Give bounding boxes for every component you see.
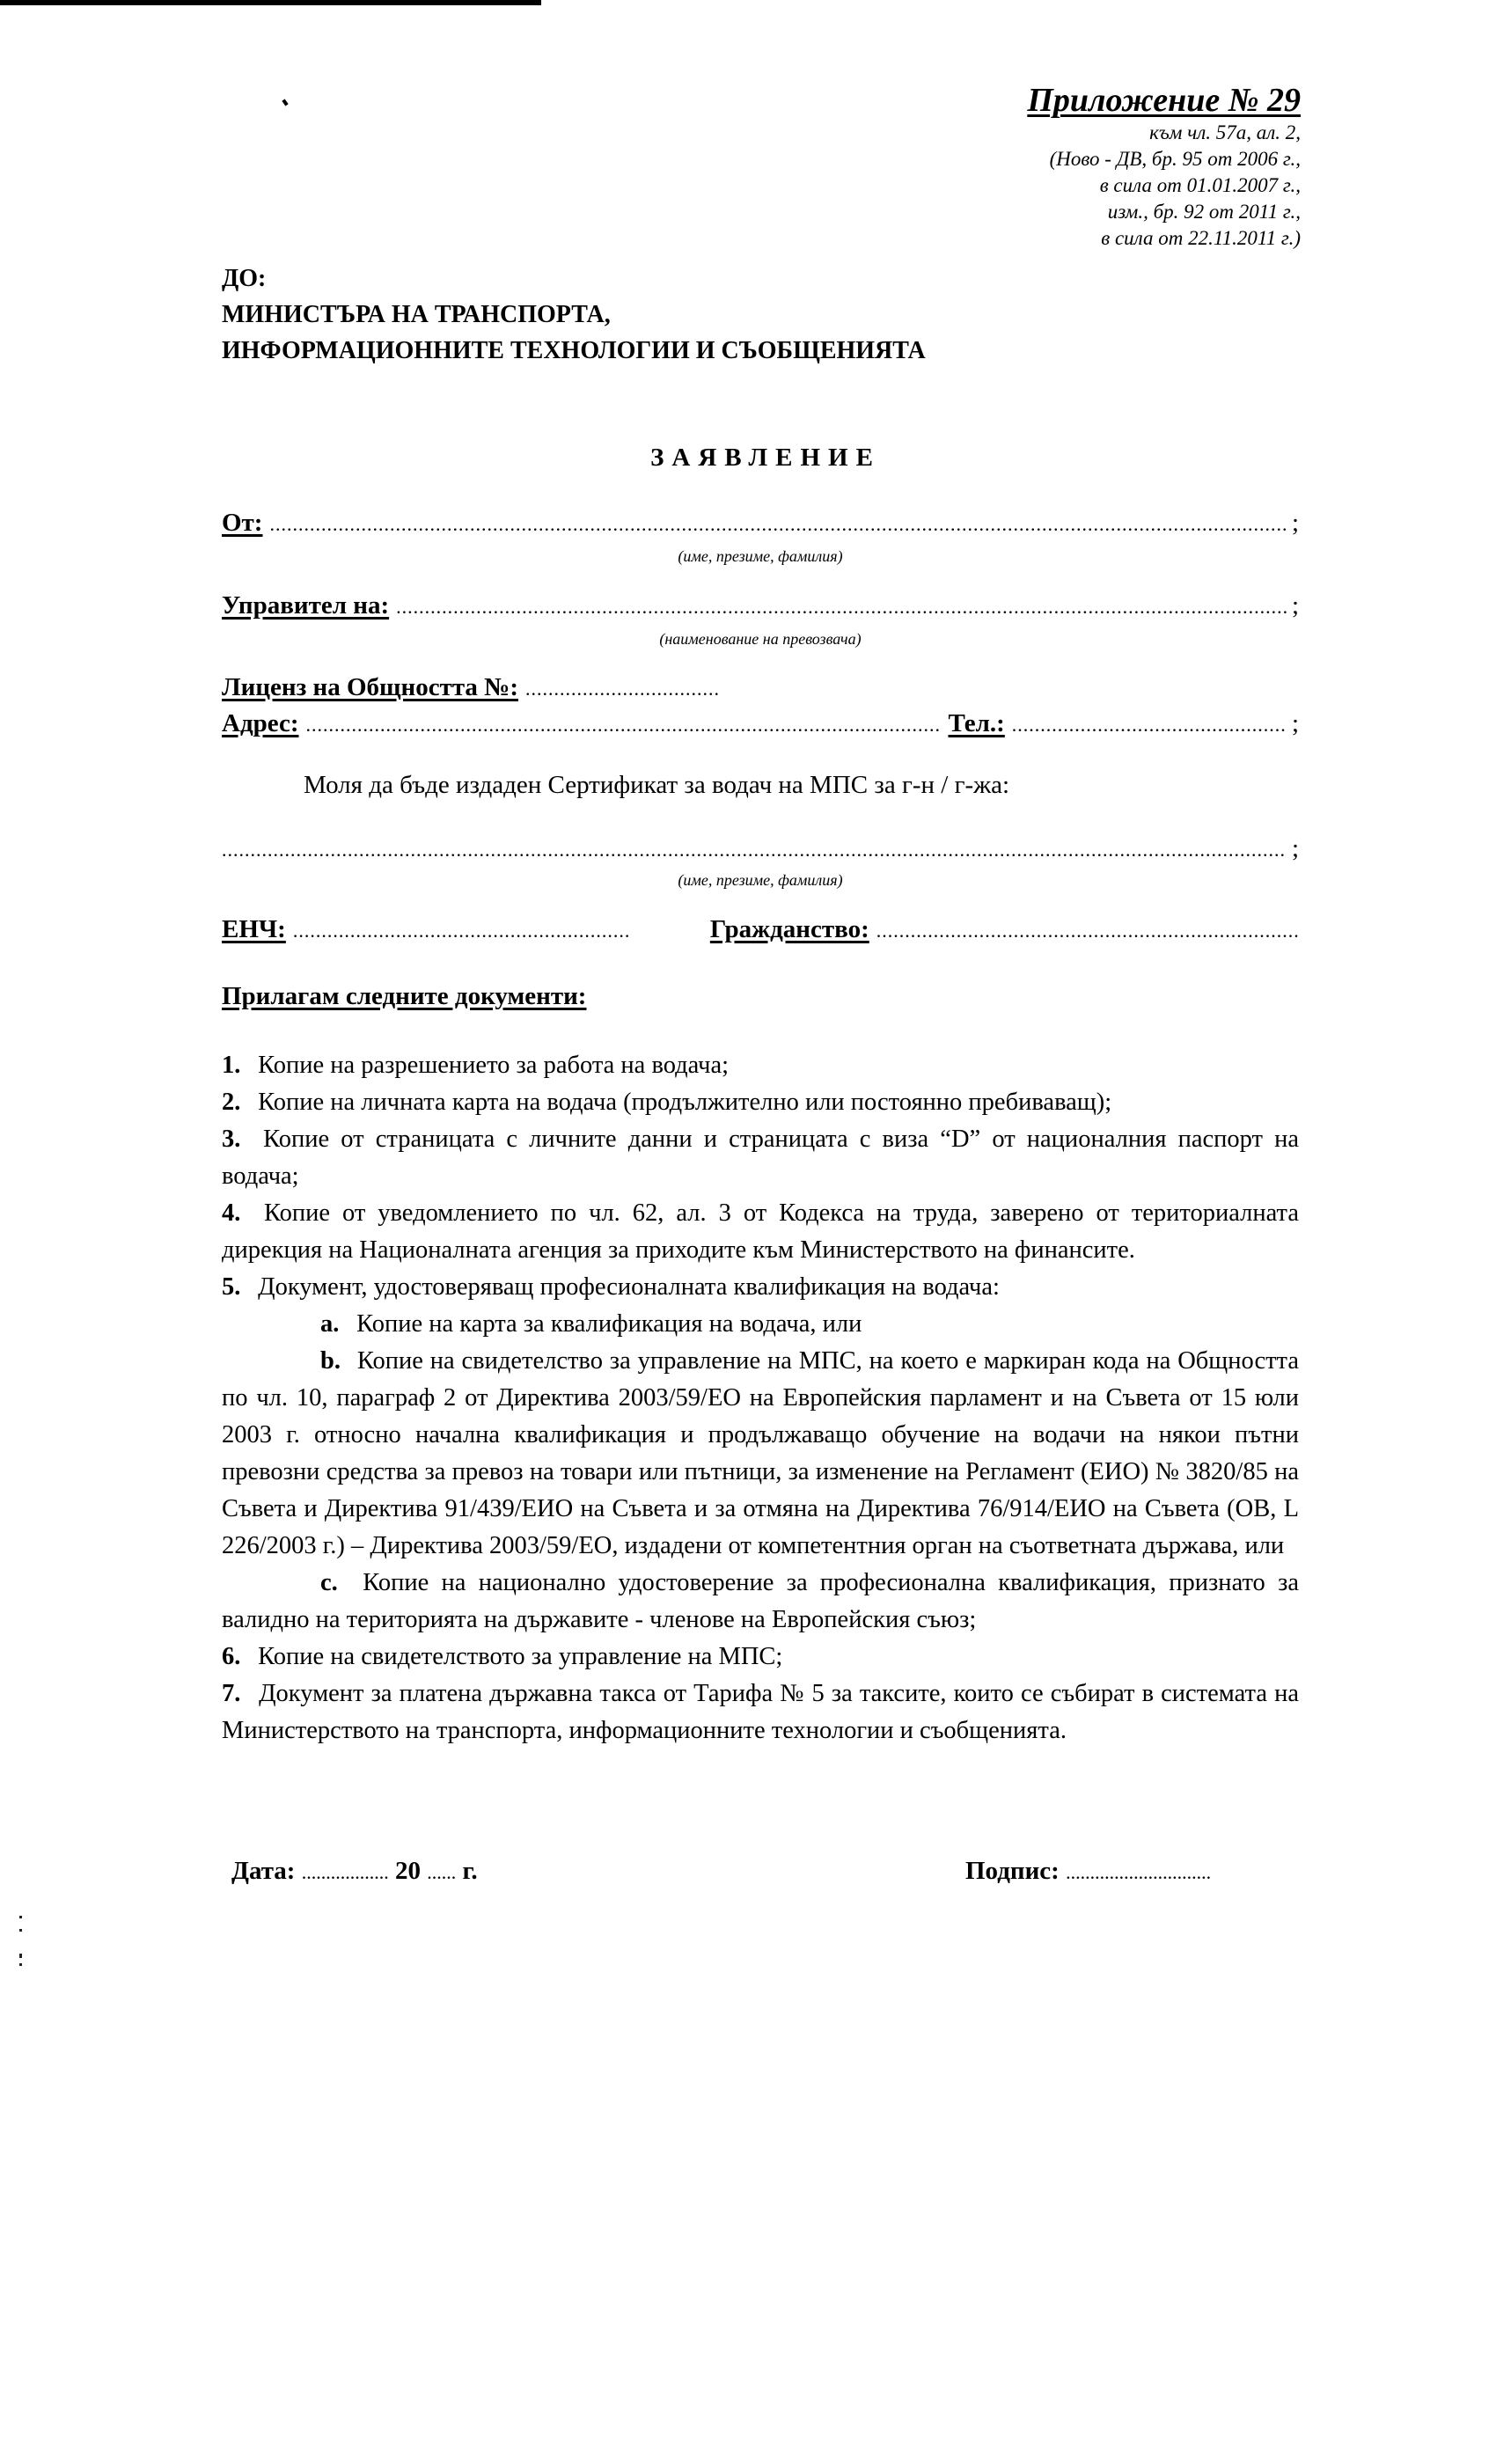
signature-label: Подпис: bbox=[965, 1857, 1060, 1885]
semicolon: ; bbox=[1291, 834, 1299, 862]
documents-heading-row bbox=[222, 982, 1299, 1014]
phone-label: Тел.: bbox=[948, 709, 1005, 737]
appendix-line: в сила от 22.11.2011 г.) bbox=[1101, 227, 1301, 249]
addressee-to-label: ДО: bbox=[222, 265, 267, 292]
signature-fill[interactable]: .............................. bbox=[1066, 1861, 1212, 1883]
manager-field[interactable] bbox=[222, 591, 1299, 623]
citizenship-fill-line[interactable] bbox=[876, 920, 1299, 942]
semicolon: ; bbox=[1291, 591, 1299, 620]
date-suffix: г. bbox=[462, 1857, 478, 1885]
list-item: 2. Копие на личната карта на водача (продължително или постоянно пребиваващ); bbox=[222, 1089, 1112, 1116]
scan-speck bbox=[19, 1963, 22, 1966]
manager-hint: (наименование на превозвача) bbox=[659, 630, 862, 648]
manager-label: Управител на: bbox=[222, 591, 390, 620]
enc-citizenship-row bbox=[222, 915, 1299, 947]
addressee-block bbox=[222, 260, 926, 369]
date-label: Дата: bbox=[231, 1857, 296, 1885]
driver-name-field[interactable] bbox=[222, 834, 1299, 866]
from-label: От: bbox=[222, 509, 263, 537]
semicolon: ; bbox=[1291, 509, 1299, 537]
list-item: 7. Документ за платена държавна такса от Тарифа № 5 за таксите, които се събират в системата на Министерството на транспорта, информационните технологии и съобщенията. bbox=[222, 1680, 1300, 1744]
address-label: Адрес: bbox=[222, 709, 299, 737]
date-day-fill[interactable]: .................. bbox=[301, 1861, 389, 1883]
list-subitem: c. Копие на национално удостоверение за професионална квалификация, признато за валидно на територията на държавите - членове на Европейския съюз; bbox=[222, 1569, 1299, 1633]
date-year-prefix: 20 bbox=[394, 1857, 421, 1885]
appendix-header bbox=[1027, 81, 1301, 252]
driver-name-hint: (име, презиме, фамилия) bbox=[678, 871, 843, 889]
from-hint: (име, презиме, фамилия) bbox=[678, 547, 843, 565]
documents-list bbox=[222, 1047, 1299, 1749]
addressee-line: ИНФОРМАЦИОННИТЕ ТЕХНОЛОГИИ И СЪОБЩЕНИЯТА bbox=[222, 337, 926, 364]
from-field[interactable] bbox=[222, 509, 1299, 540]
scan-speck bbox=[19, 1929, 22, 1932]
list-subitem: a. Копие на карта за квалификация на водача, или bbox=[320, 1310, 862, 1338]
license-field[interactable] bbox=[222, 673, 721, 705]
driver-name-fill-line[interactable] bbox=[222, 839, 1287, 862]
request-text: Моля да бъде издаден Сертификат за водач на МПС за г-н / г-жа: bbox=[304, 771, 1010, 799]
semicolon: ; bbox=[1291, 709, 1299, 737]
enc-fill-line[interactable] bbox=[293, 920, 629, 942]
list-item: 4. Копие от уведомлението по чл. 62, ал. 3 от Кодекса на труда, заверено от териториалната дирекция на Националната агенция за приходите към Министерството на финансите. bbox=[222, 1199, 1300, 1264]
address-fill-line[interactable] bbox=[306, 714, 940, 737]
citizenship-label: Гражданство: bbox=[709, 915, 869, 943]
list-item: 3. Копие от страницата с личните данни и страницата с виза “D” от националния паспорт на водача; bbox=[222, 1126, 1299, 1190]
document-title: ЗАЯВЛЕНИЕ bbox=[650, 444, 881, 472]
appendix-line: (Ново - ДВ, бр. 95 от 2006 г., bbox=[1049, 148, 1301, 170]
documents-heading: Прилагам следните документи: bbox=[222, 982, 587, 1010]
scan-speck bbox=[19, 1954, 22, 1958]
date-year-fill[interactable]: ...... bbox=[427, 1861, 457, 1883]
scan-speck bbox=[19, 1916, 22, 1918]
enc-label: ЕНЧ: bbox=[222, 915, 286, 943]
addressee-line: МИНИСТЪРА НА ТРАНСПОРТА, bbox=[222, 301, 611, 328]
license-fill-line[interactable] bbox=[525, 678, 721, 700]
appendix-title: Приложение № 29 bbox=[1027, 82, 1301, 119]
from-fill-line[interactable] bbox=[269, 513, 1286, 536]
appendix-line: изм., бр. 92 от 2011 г., bbox=[1107, 201, 1301, 223]
list-item: 1. Копие на разрешението за работа на водача; bbox=[222, 1052, 730, 1079]
signature-field[interactable] bbox=[965, 1857, 1211, 1886]
license-label: Лиценз на Общността №: bbox=[222, 673, 518, 701]
list-item: 5. Документ, удостоверяващ професионалната квалификация на водача: bbox=[222, 1273, 1000, 1301]
list-subitem: b. Копие на свидетелство за управление на МПС, на което е маркиран кода на Общността по чл. 10, параграф 2 от Директива 2003/59/ЕО на Европейския парламент и на Съвета от 15 юли 2003 г. относно начална квалификация и продължаващо обучение на водачи на някои пътни превозни средства за превоз на товари или пътници, за изменение на Регламент (ЕИО) № 3820/85 на Съвета и Директива 91/439/ЕИО на Съвета и за отмяна на Директива 76/914/ЕИО на Съвета (ОВ, L 226/2003 г.) – Директива 2003/59/ЕО, издадени от компетентния орган на съответната държава, или bbox=[222, 1347, 1300, 1559]
appendix-line: в сила от 01.01.2007 г., bbox=[1099, 174, 1301, 196]
date-field[interactable] bbox=[231, 1857, 478, 1886]
scan-speck bbox=[282, 99, 288, 106]
appendix-line: към чл. 57а, ал. 2, bbox=[1149, 121, 1301, 143]
address-phone-row bbox=[222, 709, 1299, 741]
phone-fill-line[interactable] bbox=[1012, 714, 1287, 737]
manager-fill-line[interactable] bbox=[396, 596, 1287, 619]
scan-edge-bar bbox=[0, 0, 541, 5]
list-item: 6. Копие на свидетелството за управление на МПС; bbox=[222, 1643, 783, 1670]
